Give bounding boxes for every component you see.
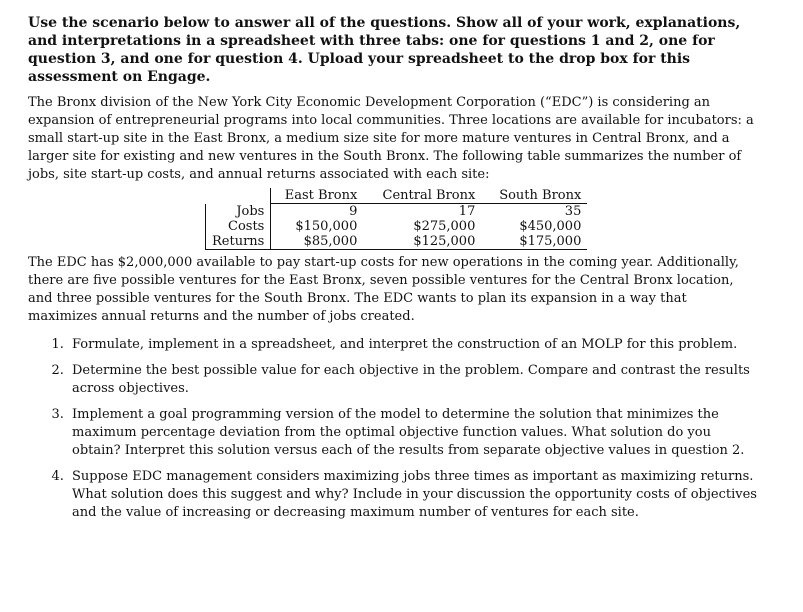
cell-returns-east: $85,000 [271,234,364,250]
question-item: 4. Suppose EDC management considers maximizing jobs three times as important as maximizing returns. What solution does this suggest and why? Include in your discussion the opportunity costs of objectives and the value of increasing or decreasing maximum number of ventures for each site. [68,468,757,522]
question-item: 2. Determine the best possible value for each objective in the problem. Compare and contrast the results across objectives. [68,362,757,398]
row-label-jobs: Jobs [206,204,271,220]
cell-jobs-central: 17 [458,204,476,219]
table-row-jobs [206,204,588,220]
cell-costs-east: $150,000 [295,219,358,234]
table-header-row [206,188,588,204]
question-item: 3. Implement a goal programming version of the model to determine the solution that minimizes the maximum percentage deviation from the optimal objective function values. What solution do you obtain? Interpret this solution versus each of the results from separate objective values in question 2. [68,406,757,460]
table-row-costs [206,219,588,234]
scenario-paragraph: The Bronx division of the New York City Economic Development Corporation (“EDC”) is considering an expansion of entrepreneurial programs into local communities. Three locations are available for incubators: a small start-up site in the East Bronx, a medium size site for more mature ventures in Central Bronx, and a larger site for existing and new ventures in the South Bronx. The following table summarizes the number of jobs, site start-up costs, and annual returns associated with each site: [28,95,754,182]
cell-costs-south: $450,000 [519,219,582,234]
cell-returns-south: $175,000 [481,234,587,250]
cell-jobs-east: 9 [349,204,358,219]
row-label-costs: Costs [206,219,271,234]
column-header-central-bronx: Central Bronx [363,188,481,204]
table-row-returns [206,234,588,250]
table-corner [206,188,271,204]
cell-costs-central: $275,000 [413,219,476,234]
question-item: 1. Formulate, implement in a spreadsheet, and interpret the construction of an MOLP for this problem. [68,336,757,354]
site-table-wrapper [205,188,725,250]
site-table [205,188,587,250]
column-header-east-bronx: East Bronx [271,188,364,204]
cell-returns-central: $125,000 [363,234,481,250]
cell-jobs-south: 35 [564,204,582,219]
question-list [28,336,757,522]
row-label-returns: Returns [206,234,271,250]
column-header-south-bronx: South Bronx [481,188,587,204]
budget-paragraph: The EDC has $2,000,000 available to pay start-up costs for new operations in the coming year. Additionally, there are five possible ventures for the East Bronx, seven possible ventures for the Central Bronx location, and three possible ventures for the South Bronx. The EDC wants to plan its expansion in a way that maximizes annual returns and the number of jobs created. [28,255,739,324]
instructions-text: Use the scenario below to answer all of the questions. Show all of your work, explanations, and interpretations in a spreadsheet with three tabs: one for questions 1 and 2, one for question 3, and one for question 4. Upload your spreadsheet to the drop box for this assessment on Engage. [28,15,741,85]
